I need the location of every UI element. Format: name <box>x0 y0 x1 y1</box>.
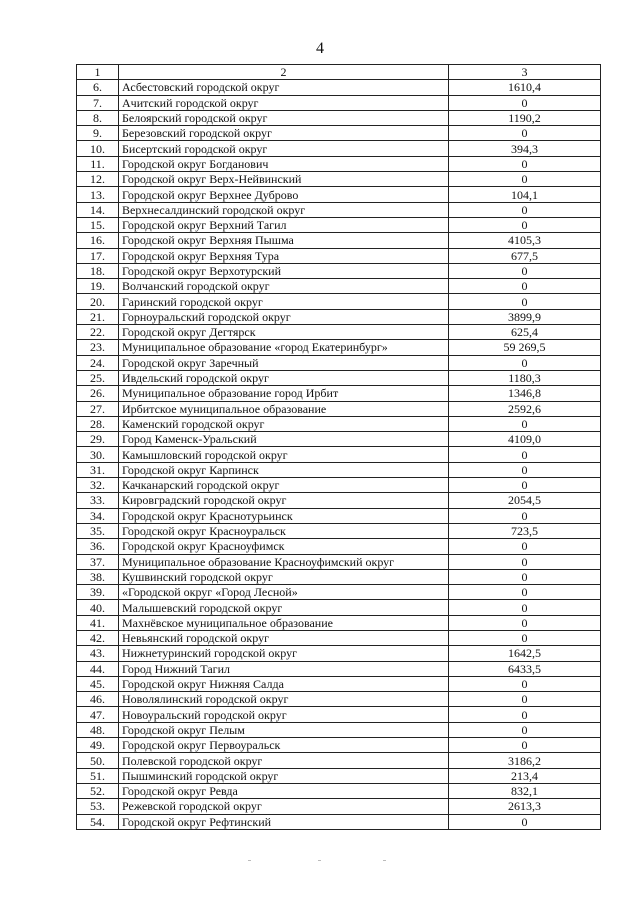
row-number: 41. <box>77 615 119 630</box>
row-value: 104,1 <box>449 187 601 202</box>
row-value: 0 <box>449 585 601 600</box>
municipality-name: Малышевский городской округ <box>119 600 449 615</box>
row-number: 9. <box>77 126 119 141</box>
municipality-name: Пышминский городской округ <box>119 768 449 783</box>
table-row <box>77 110 601 125</box>
row-number: 19. <box>77 279 119 294</box>
row-value: 0 <box>449 202 601 217</box>
row-value: 1610,4 <box>449 80 601 95</box>
row-value: 2613,3 <box>449 799 601 814</box>
row-number: 18. <box>77 263 119 278</box>
row-value: 0 <box>449 416 601 431</box>
table-row <box>77 783 601 798</box>
page-number: 4 <box>316 40 324 57</box>
municipality-name: Ирбитское муниципальное образование <box>119 401 449 416</box>
table-row <box>77 753 601 768</box>
municipality-name: Городской округ Верхний Тагил <box>119 217 449 232</box>
row-value: 0 <box>449 126 601 141</box>
scan-speck <box>318 860 321 861</box>
municipality-name: Городской округ Верхняя Пышма <box>119 233 449 248</box>
table-row <box>77 646 601 661</box>
table-row <box>77 722 601 737</box>
table-row <box>77 233 601 248</box>
municipality-name: Городской округ Рефтинский <box>119 814 449 829</box>
municipality-name: Городской округ Богданович <box>119 156 449 171</box>
row-value: 625,4 <box>449 325 601 340</box>
row-value: 0 <box>449 508 601 523</box>
municipalities-table <box>76 64 601 830</box>
table-row <box>77 80 601 95</box>
table-row <box>77 172 601 187</box>
row-value: 1190,2 <box>449 110 601 125</box>
row-number: 44. <box>77 661 119 676</box>
row-value: 0 <box>449 676 601 691</box>
municipality-name: Новоуральский городской округ <box>119 707 449 722</box>
row-value: 0 <box>449 217 601 232</box>
row-value: 0 <box>449 738 601 753</box>
municipality-name: Городской округ Краснотурьинск <box>119 508 449 523</box>
municipality-name: Горноуральский городской округ <box>119 309 449 324</box>
table-body <box>77 80 601 830</box>
row-value: 2592,6 <box>449 401 601 416</box>
row-value: 4109,0 <box>449 432 601 447</box>
municipality-name: Камышловский городской округ <box>119 447 449 462</box>
row-number: 46. <box>77 692 119 707</box>
municipality-name: Муниципальное образование город Ирбит <box>119 386 449 401</box>
municipality-name: Качканарский городской округ <box>119 478 449 493</box>
table-row <box>77 508 601 523</box>
row-value: 0 <box>449 279 601 294</box>
municipality-name: Городской округ Карпинск <box>119 462 449 477</box>
municipality-name: Городской округ Верхотурский <box>119 263 449 278</box>
table-row <box>77 141 601 156</box>
table-header <box>77 65 601 80</box>
row-number: 31. <box>77 462 119 477</box>
municipality-name: Бисертский городской округ <box>119 141 449 156</box>
row-value: 3899,9 <box>449 309 601 324</box>
header-col-2: 2 <box>119 65 449 80</box>
row-value: 0 <box>449 263 601 278</box>
row-value: 2054,5 <box>449 493 601 508</box>
row-number: 8. <box>77 110 119 125</box>
row-number: 6. <box>77 80 119 95</box>
row-number: 54. <box>77 814 119 829</box>
row-value: 832,1 <box>449 783 601 798</box>
municipality-name: Невьянский городской округ <box>119 630 449 645</box>
table-row <box>77 615 601 630</box>
row-number: 50. <box>77 753 119 768</box>
table-row <box>77 630 601 645</box>
row-value: 1180,3 <box>449 370 601 385</box>
table-row <box>77 768 601 783</box>
table-row <box>77 217 601 232</box>
row-number: 34. <box>77 508 119 523</box>
row-value: 0 <box>449 294 601 309</box>
row-number: 36. <box>77 539 119 554</box>
row-value: 0 <box>449 462 601 477</box>
municipality-name: Режевской городской округ <box>119 799 449 814</box>
table-row <box>77 202 601 217</box>
row-value: 0 <box>449 355 601 370</box>
row-number: 40. <box>77 600 119 615</box>
row-number: 30. <box>77 447 119 462</box>
row-value: 0 <box>449 447 601 462</box>
row-number: 17. <box>77 248 119 263</box>
table-row <box>77 279 601 294</box>
row-value: 677,5 <box>449 248 601 263</box>
municipality-name: Городской округ Ревда <box>119 783 449 798</box>
municipality-name: Асбестовский городской округ <box>119 80 449 95</box>
row-number: 16. <box>77 233 119 248</box>
table-row <box>77 814 601 829</box>
municipality-name: Верхнесалдинский городской округ <box>119 202 449 217</box>
table-row <box>77 799 601 814</box>
table-row <box>77 692 601 707</box>
header-col-3: 3 <box>449 65 601 80</box>
municipality-name: Березовский городской округ <box>119 126 449 141</box>
municipality-name: Ачитский городской округ <box>119 95 449 110</box>
row-value: 0 <box>449 707 601 722</box>
row-number: 12. <box>77 172 119 187</box>
municipality-name: Полевской городской округ <box>119 753 449 768</box>
row-value: 1346,8 <box>449 386 601 401</box>
row-value: 0 <box>449 600 601 615</box>
municipality-name: Муниципальное образование Красноуфимский округ <box>119 554 449 569</box>
row-value: 0 <box>449 692 601 707</box>
row-value: 0 <box>449 172 601 187</box>
table-row <box>77 676 601 691</box>
row-number: 32. <box>77 478 119 493</box>
row-number: 33. <box>77 493 119 508</box>
municipality-name: Городской округ Красноуфимск <box>119 539 449 554</box>
header-col-1: 1 <box>77 65 119 80</box>
row-value: 0 <box>449 554 601 569</box>
row-number: 51. <box>77 768 119 783</box>
row-value: 6433,5 <box>449 661 601 676</box>
table-header-row <box>77 65 601 80</box>
scan-speck <box>383 860 386 861</box>
row-number: 43. <box>77 646 119 661</box>
municipality-name: Городской округ Заречный <box>119 355 449 370</box>
row-value: 4105,3 <box>449 233 601 248</box>
row-value: 0 <box>449 569 601 584</box>
municipality-name: Кировградский городской округ <box>119 493 449 508</box>
table-row <box>77 585 601 600</box>
table-row <box>77 294 601 309</box>
row-value: 0 <box>449 630 601 645</box>
municipality-name: Городской округ Дегтярск <box>119 325 449 340</box>
row-value: 3186,2 <box>449 753 601 768</box>
row-value: 0 <box>449 156 601 171</box>
table-row <box>77 370 601 385</box>
row-value: 0 <box>449 539 601 554</box>
municipality-name: Городской округ Первоуральск <box>119 738 449 753</box>
municipality-name: Городской округ Красноуральск <box>119 523 449 538</box>
row-value: 0 <box>449 722 601 737</box>
row-number: 26. <box>77 386 119 401</box>
table-row <box>77 539 601 554</box>
scan-speck <box>248 860 251 861</box>
row-number: 25. <box>77 370 119 385</box>
table-row <box>77 569 601 584</box>
row-value: 0 <box>449 615 601 630</box>
table-row <box>77 386 601 401</box>
row-number: 23. <box>77 340 119 355</box>
table-row <box>77 707 601 722</box>
municipality-name: Белоярский городской округ <box>119 110 449 125</box>
row-number: 37. <box>77 554 119 569</box>
table-row <box>77 600 601 615</box>
table-row <box>77 738 601 753</box>
row-number: 28. <box>77 416 119 431</box>
row-number: 48. <box>77 722 119 737</box>
row-value: 213,4 <box>449 768 601 783</box>
row-number: 15. <box>77 217 119 232</box>
table-row <box>77 432 601 447</box>
table-row <box>77 95 601 110</box>
row-number: 13. <box>77 187 119 202</box>
row-number: 47. <box>77 707 119 722</box>
table-row <box>77 493 601 508</box>
row-value: 59 269,5 <box>449 340 601 355</box>
table-row <box>77 187 601 202</box>
municipality-name: Городской округ Верх-Нейвинский <box>119 172 449 187</box>
table-row <box>77 478 601 493</box>
row-number: 49. <box>77 738 119 753</box>
row-number: 35. <box>77 523 119 538</box>
row-number: 53. <box>77 799 119 814</box>
table-row <box>77 661 601 676</box>
table-row <box>77 340 601 355</box>
table-row <box>77 156 601 171</box>
row-number: 24. <box>77 355 119 370</box>
table-row <box>77 416 601 431</box>
table-row <box>77 263 601 278</box>
row-number: 10. <box>77 141 119 156</box>
row-number: 38. <box>77 569 119 584</box>
municipality-name: «Городской округ «Город Лесной» <box>119 585 449 600</box>
row-value: 0 <box>449 814 601 829</box>
row-number: 27. <box>77 401 119 416</box>
municipality-name: Город Каменск-Уральский <box>119 432 449 447</box>
municipality-name: Ивдельский городской округ <box>119 370 449 385</box>
municipality-name: Гаринский городской округ <box>119 294 449 309</box>
table-row <box>77 309 601 324</box>
row-number: 7. <box>77 95 119 110</box>
row-number: 45. <box>77 676 119 691</box>
municipality-name: Городской округ Верхняя Тура <box>119 248 449 263</box>
municipality-name: Махнёвское муниципальное образование <box>119 615 449 630</box>
municipality-name: Город Нижний Тагил <box>119 661 449 676</box>
municipality-name: Волчанский городской округ <box>119 279 449 294</box>
municipality-name: Кушвинский городской округ <box>119 569 449 584</box>
row-value: 723,5 <box>449 523 601 538</box>
municipality-name: Новолялинский городской округ <box>119 692 449 707</box>
municipality-name: Муниципальное образование «город Екатеринбург» <box>119 340 449 355</box>
table-row <box>77 554 601 569</box>
row-number: 39. <box>77 585 119 600</box>
table-row <box>77 523 601 538</box>
table-row <box>77 447 601 462</box>
table-row <box>77 355 601 370</box>
municipality-name: Городской округ Пелым <box>119 722 449 737</box>
table-row <box>77 248 601 263</box>
municipality-name: Городской округ Нижняя Салда <box>119 676 449 691</box>
table-row <box>77 126 601 141</box>
row-value: 0 <box>449 95 601 110</box>
row-number: 52. <box>77 783 119 798</box>
table-row <box>77 325 601 340</box>
row-number: 22. <box>77 325 119 340</box>
row-number: 29. <box>77 432 119 447</box>
table-row <box>77 462 601 477</box>
row-number: 21. <box>77 309 119 324</box>
row-number: 20. <box>77 294 119 309</box>
table-row <box>77 401 601 416</box>
row-number: 42. <box>77 630 119 645</box>
municipality-name: Нижнетуринский городской округ <box>119 646 449 661</box>
row-value: 394,3 <box>449 141 601 156</box>
row-value: 0 <box>449 478 601 493</box>
row-value: 1642,5 <box>449 646 601 661</box>
row-number: 11. <box>77 156 119 171</box>
municipality-name: Каменский городской округ <box>119 416 449 431</box>
municipality-name: Городской округ Верхнее Дуброво <box>119 187 449 202</box>
row-number: 14. <box>77 202 119 217</box>
